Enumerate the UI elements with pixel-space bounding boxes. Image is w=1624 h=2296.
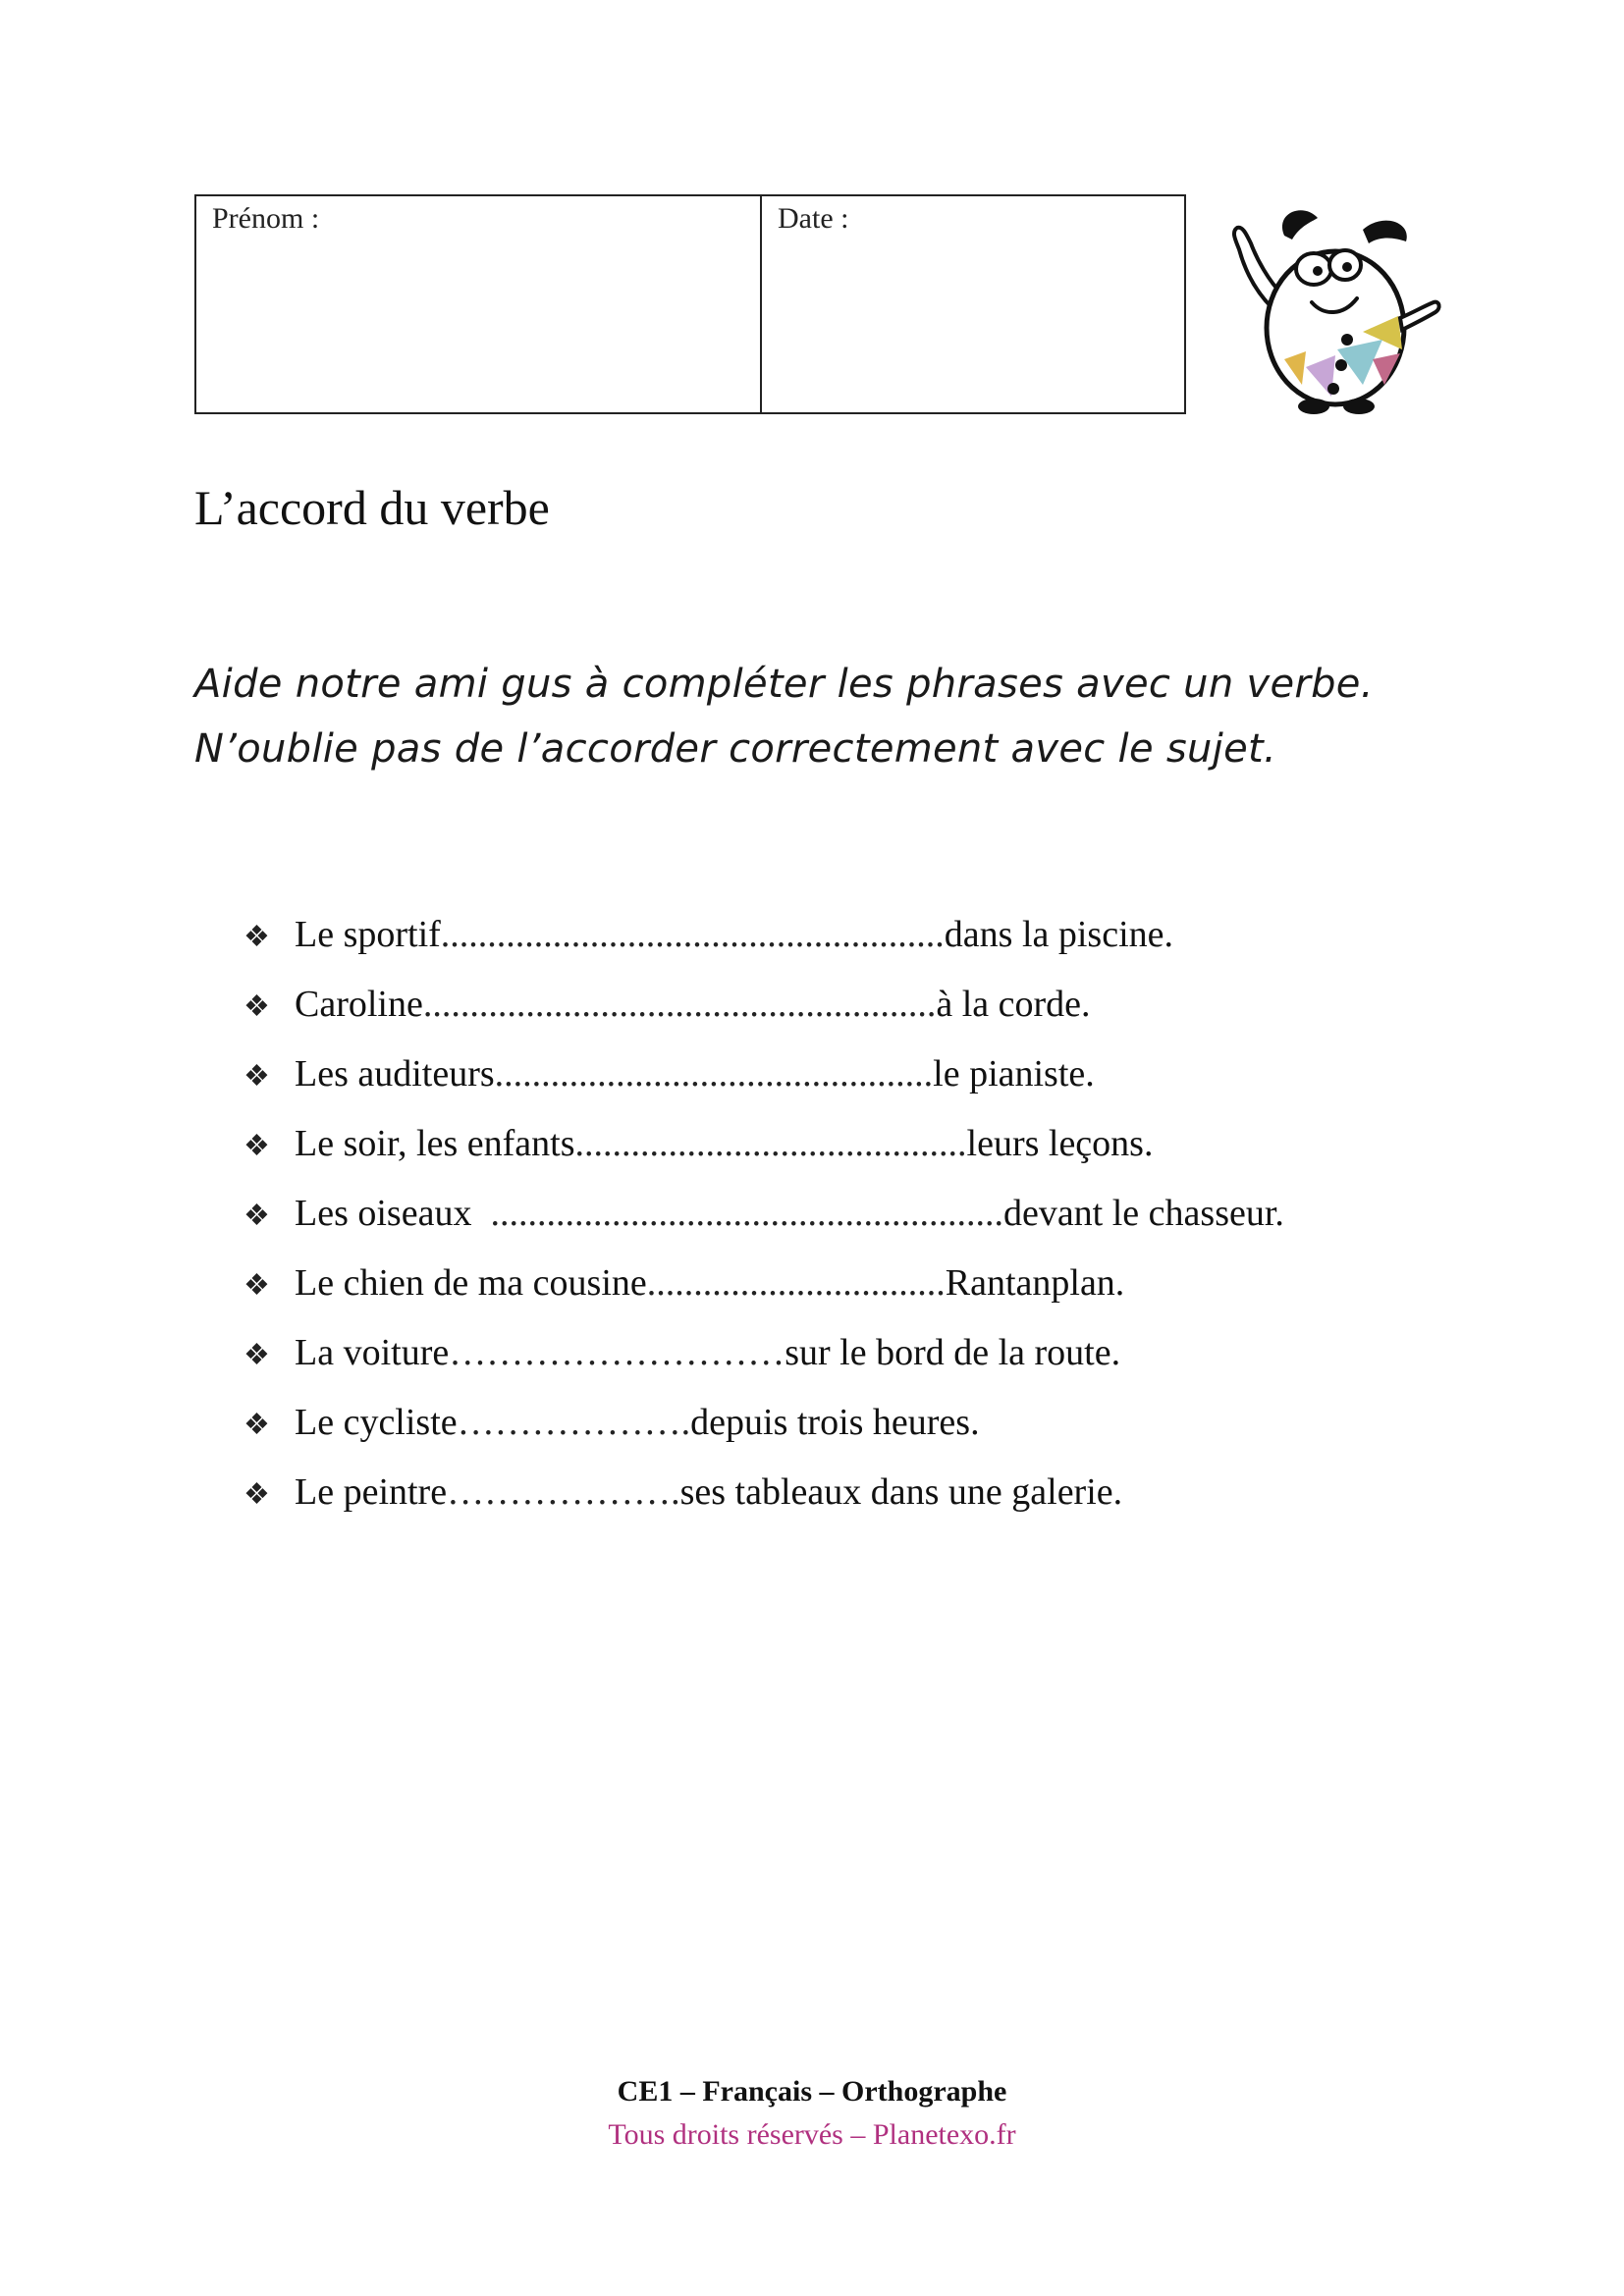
sentence-start: Les auditeurs xyxy=(295,1053,495,1095)
sentence-end: depuis trois heures. xyxy=(690,1402,980,1443)
blank-to-fill[interactable]: ....................................................... xyxy=(490,1193,1003,1234)
instructions xyxy=(194,652,1471,781)
date-label: Date : xyxy=(778,202,849,235)
exercise-item xyxy=(244,1331,1520,1401)
date-field[interactable] xyxy=(762,196,1184,412)
sentence-end: le pianiste. xyxy=(933,1053,1095,1095)
blank-to-fill[interactable]: ………………. xyxy=(457,1402,691,1443)
instruction-line: N’oublie pas de l’accorder correctement avec le sujet. xyxy=(194,726,1277,772)
diamond-bullet-icon: ❖ xyxy=(244,1478,270,1511)
sentence-end: sur le bord de la route. xyxy=(785,1332,1121,1373)
sentence-start: Le peintre xyxy=(295,1471,448,1513)
exercise-item xyxy=(244,983,1520,1052)
sentence-start: Les oiseaux xyxy=(295,1193,491,1234)
blank-to-fill[interactable]: ................................ xyxy=(646,1262,946,1304)
blank-to-fill[interactable]: ...................................................... xyxy=(440,914,945,955)
worksheet-title: L’accord du verbe xyxy=(194,480,550,535)
diamond-bullet-icon: ❖ xyxy=(244,1200,270,1232)
name-date-box xyxy=(194,194,1186,414)
exercise-item xyxy=(244,1470,1520,1540)
diamond-bullet-icon: ❖ xyxy=(244,1130,270,1162)
first-name-label: Prénom : xyxy=(212,202,320,235)
sentence-start: Caroline xyxy=(295,984,423,1025)
sentence-start: Le soir, les enfants xyxy=(295,1123,575,1164)
footer-rights: Tous droits réservés – Planetexo.fr xyxy=(608,2118,1016,2151)
exercise-list xyxy=(244,913,1520,1540)
diamond-bullet-icon: ❖ xyxy=(244,1409,270,1441)
sheep-mascot-icon xyxy=(1216,192,1443,418)
sentence-start: Le cycliste xyxy=(295,1402,458,1443)
sentence-start: La voiture xyxy=(295,1332,450,1373)
instruction-line: Aide notre ami gus à compléter les phrases avec un verbe. xyxy=(194,662,1374,707)
diamond-bullet-icon: ❖ xyxy=(244,990,270,1023)
sentence-end: ses tableaux dans une galerie. xyxy=(679,1471,1123,1513)
blank-to-fill[interactable]: ……………………… xyxy=(449,1332,785,1373)
exercise-item xyxy=(244,913,1520,983)
first-name-field[interactable] xyxy=(196,196,762,412)
sentence-end: leurs leçons. xyxy=(966,1123,1154,1164)
footer-course: CE1 – Français – Orthographe xyxy=(617,2075,1007,2108)
diamond-bullet-icon: ❖ xyxy=(244,1269,270,1302)
sentence-start: Le sportif xyxy=(295,914,441,955)
sentence-end: devant le chasseur. xyxy=(1002,1193,1284,1234)
sentence-end: à la corde. xyxy=(936,984,1091,1025)
blank-to-fill[interactable]: .......................................... xyxy=(574,1123,967,1164)
exercise-item xyxy=(244,1261,1520,1331)
blank-to-fill[interactable]: ....................................................... xyxy=(422,984,937,1025)
blank-to-fill[interactable]: ………………. xyxy=(447,1471,680,1513)
diamond-bullet-icon: ❖ xyxy=(244,1339,270,1371)
exercise-item xyxy=(244,1052,1520,1122)
blank-to-fill[interactable]: ............................................... xyxy=(494,1053,934,1095)
sentence-end: Rantanplan. xyxy=(945,1262,1125,1304)
diamond-bullet-icon: ❖ xyxy=(244,921,270,953)
sentence-start: Le chien de ma cousine xyxy=(295,1262,647,1304)
diamond-bullet-icon: ❖ xyxy=(244,1060,270,1093)
exercise-item xyxy=(244,1122,1520,1192)
exercise-item xyxy=(244,1401,1520,1470)
sentence-end: dans la piscine. xyxy=(944,914,1174,955)
exercise-item xyxy=(244,1192,1520,1261)
